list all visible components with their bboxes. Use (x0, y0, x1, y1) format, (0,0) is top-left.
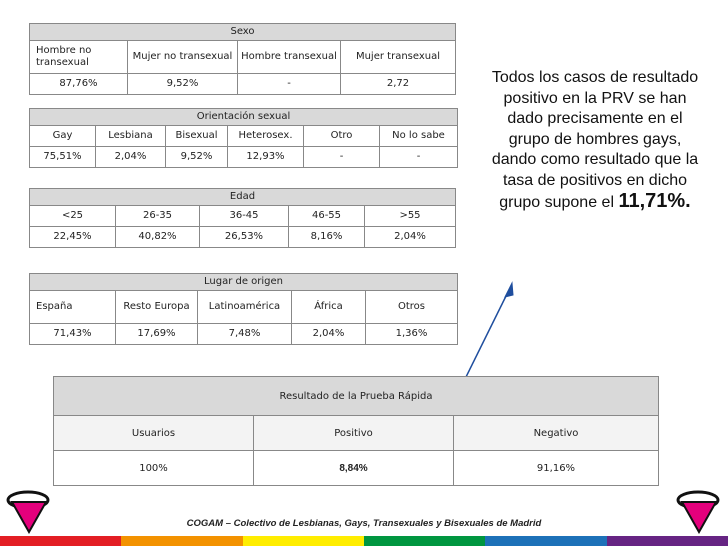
footer-text: COGAM – Colectivo de Lesbianas, Gays, Transexuales y Bisexuales de Madrid (186, 518, 542, 529)
orientacion-value-5: - (304, 147, 380, 167)
edad-value-1: 22,45% (30, 227, 116, 247)
orientacion-value-1: 75,51% (30, 147, 96, 167)
edad-header-2: 26-35 (116, 206, 200, 226)
arrow-head-icon (505, 283, 513, 297)
sexo-value-3: - (238, 74, 341, 94)
rainbow-green (364, 536, 485, 546)
edad-header-5: >55 (399, 210, 421, 221)
orientacion-header-5: Otro (304, 126, 380, 146)
origen-value-4: 2,04% (292, 324, 366, 344)
sexo-header-3: Hombre transexual (238, 41, 341, 73)
sexo-value-1: 87,76% (30, 74, 128, 94)
sexo-header-4: Mujer transexual (355, 51, 441, 62)
orientacion-header-2: Lesbiana (96, 126, 166, 146)
note-text: Todos los casos de resultado positivo en la PRV se han dado precisamente en el grupo de hombres gays, dando como resultado que la tasa de positivos en dicho grupo supone el (491, 69, 699, 211)
origen-title: Lugar de origen (30, 274, 457, 291)
rainbow-orange (121, 536, 242, 546)
origen-header-1: España (30, 291, 116, 323)
resultado-title: Resultado de la Prueba Rápida (54, 377, 658, 416)
origen-value-1: 71,43% (30, 324, 116, 344)
resultado-value-positivo: 8,84% (254, 451, 454, 485)
sexo-title: Sexo (30, 24, 455, 41)
orientacion-header-4: Heterosex. (228, 126, 304, 146)
edad-header-4: 46-55 (289, 206, 365, 226)
resultado-header-positivo: Positivo (254, 416, 454, 450)
edad-header-1: <25 (30, 206, 116, 226)
resultado-value-usuarios: 100% (54, 451, 254, 485)
resultado-table (53, 376, 659, 486)
resultado-header-usuarios: Usuarios (54, 416, 254, 450)
sexo-header-1: Hombre no transexual (30, 41, 128, 73)
rainbow-yellow (243, 536, 364, 546)
origen-header-4: África (292, 291, 366, 323)
edad-value-5: 2,04% (394, 231, 426, 242)
origen-value-3: 7,48% (198, 324, 292, 344)
origen-value-2: 17,69% (116, 324, 198, 344)
orientacion-header-6: No lo sabe (392, 130, 445, 141)
rainbow-purple (607, 536, 728, 546)
origen-header-5: Otros (397, 301, 425, 312)
orientacion-header-1: Gay (30, 126, 96, 146)
rainbow-blue (485, 536, 606, 546)
rainbow-strip (0, 536, 728, 546)
origen-header-3: Latinoamérica (198, 291, 292, 323)
origen-header-2: Resto Europa (116, 291, 198, 323)
note-highlight: 11,71%. (618, 190, 691, 212)
sexo-header-2: Mujer no transexual (128, 41, 238, 73)
orientacion-value-3: 9,52% (166, 147, 228, 167)
resultado-header-negativo: Negativo (533, 427, 579, 439)
edad-title: Edad (30, 189, 455, 206)
orientacion-value-4: 12,93% (228, 147, 304, 167)
edad-value-2: 40,82% (116, 227, 200, 247)
orientacion-header-3: Bisexual (166, 126, 228, 146)
resultado-value-negativo: 91,16% (536, 462, 576, 474)
sexo-value-4: 2,72 (386, 78, 410, 89)
sexo-value-2: 9,52% (128, 74, 238, 94)
orientacion-title: Orientación sexual (30, 109, 457, 126)
origen-value-5: 1,36% (395, 328, 428, 339)
orientacion-value-2: 2,04% (96, 147, 166, 167)
edad-value-4: 8,16% (289, 227, 365, 247)
edad-value-3: 26,53% (200, 227, 289, 247)
rainbow-red (0, 536, 121, 546)
orientacion-value-6: - (416, 151, 421, 162)
edad-header-3: 36-45 (200, 206, 289, 226)
